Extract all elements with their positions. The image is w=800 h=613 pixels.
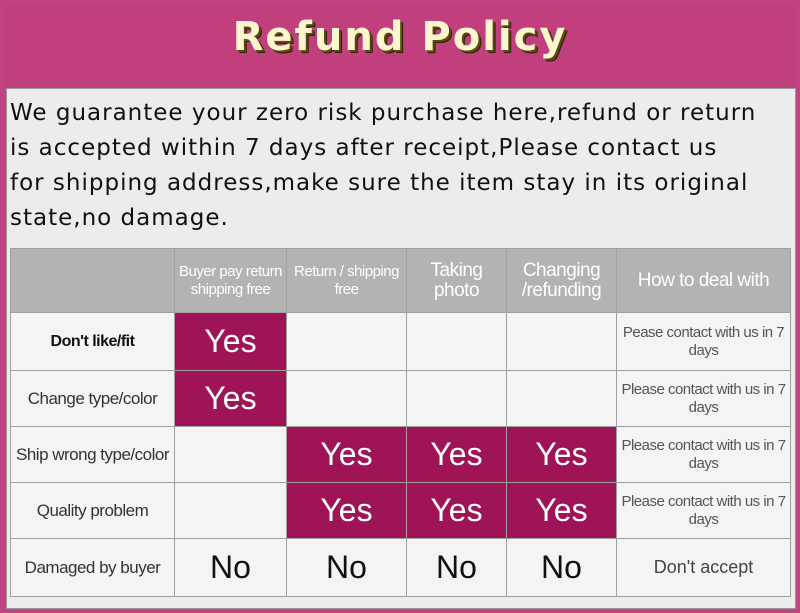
policy-table	[10, 248, 791, 597]
row-label: Ship wrong type/color	[11, 427, 175, 483]
cell-no: No	[175, 539, 287, 597]
cell-empty	[407, 371, 507, 427]
cell-empty	[287, 313, 407, 371]
cell-empty	[507, 371, 617, 427]
cell-no: No	[507, 539, 617, 597]
header-buyer-pay: Buyer pay return shipping free	[175, 249, 287, 313]
header-corner	[11, 249, 175, 313]
title-bar	[4, 4, 796, 88]
cell-no: No	[407, 539, 507, 597]
header-how-to-deal: How to deal with	[617, 249, 791, 313]
row-label: Damaged by buyer	[11, 539, 175, 597]
cell-yes: Yes	[407, 427, 507, 483]
row-label: Change type/color	[11, 371, 175, 427]
cell-no: No	[287, 539, 407, 597]
row-label: Quality problem	[11, 483, 175, 539]
table-row	[11, 427, 791, 483]
cell-yes: Yes	[507, 483, 617, 539]
cell-deal: Pease contact with us in 7 days	[617, 313, 791, 371]
cell-yes: Yes	[175, 371, 287, 427]
intro-text: We guarantee your zero risk purchase here,refund or return is accepted within 7 days after receipt,Please contact us for shipping address,make sure the item stay in its original state,no damage.	[10, 100, 757, 231]
cell-deal: Please contact with us in 7 days	[617, 427, 791, 483]
cell-yes: Yes	[507, 427, 617, 483]
header-return-shipping: Return / shipping free	[287, 249, 407, 313]
cell-empty	[287, 371, 407, 427]
cell-deal: Please contact with us in 7 days	[617, 371, 791, 427]
cell-yes: Yes	[287, 427, 407, 483]
header-changing-refunding: Changing /refunding	[507, 249, 617, 313]
cell-empty	[507, 313, 617, 371]
row-label: Don't like/fit	[11, 313, 175, 371]
page-title: Refund Policy	[232, 14, 568, 60]
cell-empty	[175, 427, 287, 483]
cell-deal: Please contact with us in 7 days	[617, 483, 791, 539]
cell-yes: Yes	[287, 483, 407, 539]
cell-deal: Don't accept	[617, 539, 791, 597]
cell-yes: Yes	[175, 313, 287, 371]
table-row	[11, 371, 791, 427]
cell-empty	[407, 313, 507, 371]
header-row	[11, 249, 791, 313]
table-row	[11, 539, 791, 597]
table-row	[11, 313, 791, 371]
table-row	[11, 483, 791, 539]
cell-empty	[175, 483, 287, 539]
cell-yes: Yes	[407, 483, 507, 539]
header-taking-photo: Taking photo	[407, 249, 507, 313]
